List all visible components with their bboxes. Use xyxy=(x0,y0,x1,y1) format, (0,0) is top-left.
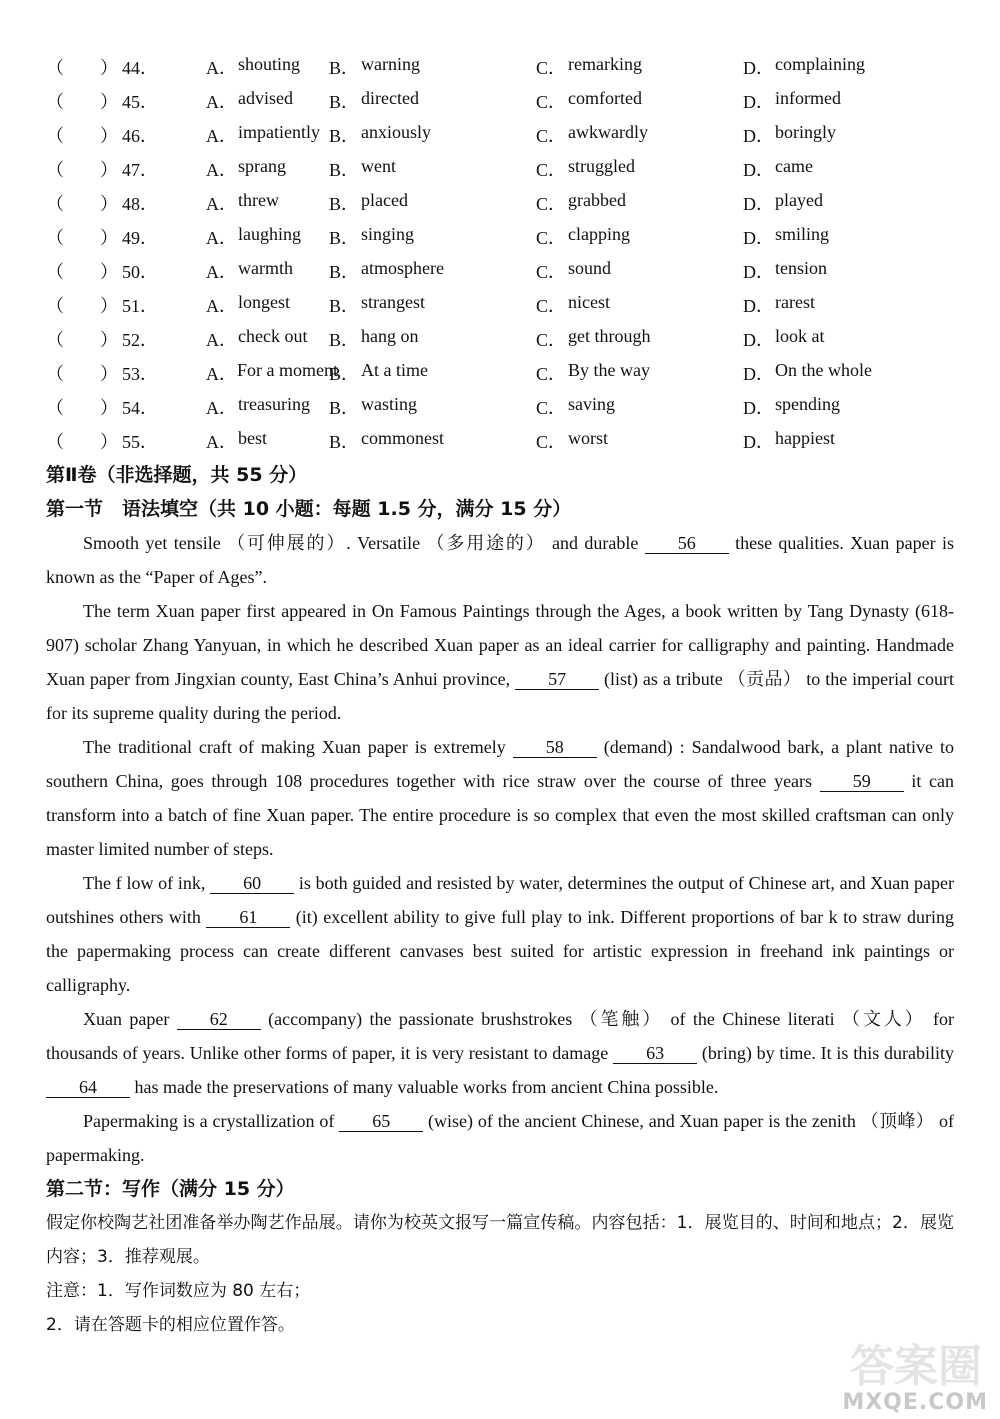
option-letter: D． xyxy=(743,160,774,180)
option-d[interactable] xyxy=(743,326,943,352)
question-row xyxy=(46,254,954,288)
question-num-label: 54． xyxy=(122,398,158,418)
blank-62[interactable]: 62 xyxy=(177,1009,261,1030)
question-number xyxy=(46,156,206,182)
passage-text: (demand) : Sandalwood bark, a plant native to southern China, goes through 108 procedures together with rice straw over the course of three years xyxy=(46,737,954,791)
option-letter: A． xyxy=(206,296,237,316)
option-letter: A． xyxy=(206,194,237,214)
option-c[interactable] xyxy=(536,360,743,386)
option-letter: C． xyxy=(536,92,567,112)
option-b[interactable] xyxy=(329,54,536,80)
passage-text: it can transform into a batch of fine Xuan paper. The entire procedure is so complex that even the most skilled craftsman can only master limited number of steps. xyxy=(46,771,954,859)
answer-paren[interactable]: （ ） xyxy=(46,194,118,214)
option-text: On the whole xyxy=(775,360,872,380)
question-row xyxy=(46,322,954,356)
option-text: clapping xyxy=(568,224,630,244)
option-d[interactable] xyxy=(743,156,943,182)
option-letter: B． xyxy=(329,262,360,282)
question-row xyxy=(46,390,954,424)
option-text: commonest xyxy=(361,428,444,448)
option-letter: B． xyxy=(329,228,360,248)
question-num-label: 55． xyxy=(122,432,158,452)
option-a[interactable] xyxy=(206,156,329,182)
option-c[interactable] xyxy=(536,190,743,216)
option-letter: D． xyxy=(743,58,774,78)
watermark-site: MXQE.COM xyxy=(842,1390,988,1415)
option-letter: D． xyxy=(743,296,774,316)
passage-text: (wise) of the ancient Chinese, and Xuan paper is the zenith （顶峰） of papermaking. xyxy=(46,1111,954,1165)
question-number xyxy=(46,428,206,454)
blank-56[interactable]: 56 xyxy=(645,533,729,554)
answer-paren[interactable]: （ ） xyxy=(46,58,118,78)
option-a[interactable] xyxy=(206,190,329,216)
option-c[interactable] xyxy=(536,88,743,114)
option-text: played xyxy=(775,190,823,210)
option-text: spending xyxy=(775,394,840,414)
option-letter: D． xyxy=(743,194,774,214)
blank-63[interactable]: 63 xyxy=(613,1043,697,1064)
option-letter: C． xyxy=(536,160,567,180)
option-a[interactable] xyxy=(206,394,329,420)
option-text: check out xyxy=(238,326,308,346)
blank-64[interactable]: 64 xyxy=(46,1077,130,1098)
answer-paren[interactable]: （ ） xyxy=(46,262,118,282)
option-letter: C． xyxy=(536,330,567,350)
writing-note-1: 注意：1．写作词数应为 80 左右； xyxy=(46,1281,311,1301)
option-b[interactable] xyxy=(329,360,536,386)
question-row xyxy=(46,118,954,152)
option-c[interactable] xyxy=(536,326,743,352)
option-text: best xyxy=(238,428,267,448)
option-letter: B． xyxy=(329,194,360,214)
question-number xyxy=(46,224,206,250)
answer-paren[interactable]: （ ） xyxy=(46,364,118,384)
option-d[interactable] xyxy=(743,224,943,250)
option-letter: C． xyxy=(536,228,567,248)
option-text: singing xyxy=(361,224,415,244)
option-a[interactable] xyxy=(206,122,329,148)
option-letter: B． xyxy=(329,432,360,452)
option-text: longest xyxy=(238,292,290,312)
option-text: informed xyxy=(775,88,841,108)
option-letter: D． xyxy=(743,330,774,350)
option-letter: D． xyxy=(743,126,774,146)
option-text: comforted xyxy=(568,88,642,108)
option-letter: B． xyxy=(329,364,360,384)
passage-text: The term Xuan paper first appeared in On Famous Paintings through the Ages, a book written by Tang Dynasty (618-907) scholar Zhang Yanyuan, in which he described Xuan paper as an ideal carrier for calligraphy and painting. Handmade Xuan paper from Jingxian county, East China’s Anhui province, xyxy=(46,601,954,689)
option-text: nicest xyxy=(568,292,610,312)
blank-65[interactable]: 65 xyxy=(339,1111,423,1132)
question-number xyxy=(46,190,206,216)
section1-title: 第一节 语法填空（共 10 小题：每题 1.5 分，满分 15 分） xyxy=(46,498,572,520)
option-text: rarest xyxy=(775,292,815,312)
option-letter: A． xyxy=(206,330,237,350)
option-a[interactable] xyxy=(206,292,329,318)
option-a[interactable] xyxy=(206,224,329,250)
option-a[interactable] xyxy=(206,428,329,454)
option-text: laughing xyxy=(238,224,301,244)
passage-text: The f low of ink, xyxy=(83,873,211,893)
answer-paren[interactable]: （ ） xyxy=(46,296,118,316)
option-letter: C． xyxy=(536,58,567,78)
option-text: grabbed xyxy=(568,190,626,210)
question-row xyxy=(46,220,954,254)
option-a[interactable] xyxy=(206,326,329,352)
option-letter: D． xyxy=(743,92,774,112)
option-letter: B． xyxy=(329,296,360,316)
option-text: wasting xyxy=(361,394,417,414)
option-letter: B． xyxy=(329,160,360,180)
option-text: strangest xyxy=(361,292,425,312)
answer-paren[interactable]: （ ） xyxy=(46,92,118,112)
option-text: get through xyxy=(568,326,651,346)
question-number xyxy=(46,360,206,386)
option-c[interactable] xyxy=(536,156,743,182)
option-b[interactable] xyxy=(329,258,536,284)
question-row xyxy=(46,152,954,186)
option-letter: A． xyxy=(206,92,237,112)
answer-paren[interactable]: （ ） xyxy=(46,160,118,180)
question-row xyxy=(46,424,954,458)
option-c[interactable] xyxy=(536,394,743,420)
option-letter: A． xyxy=(206,160,237,180)
passage-text: these qualities. Xuan paper is known as the “Paper of Ages”. xyxy=(46,533,954,587)
question-num-label: 48． xyxy=(122,194,158,214)
option-d[interactable] xyxy=(743,190,943,216)
option-text: directed xyxy=(361,88,419,108)
question-number xyxy=(46,54,206,80)
option-b[interactable] xyxy=(329,156,536,182)
section2-title: 第二节：写作（满分 15 分） xyxy=(46,1178,295,1200)
option-b[interactable] xyxy=(329,292,536,318)
option-a[interactable] xyxy=(206,88,329,114)
answer-paren[interactable]: （ ） xyxy=(46,398,118,418)
option-text: For a moment xyxy=(237,360,338,380)
option-text: smiling xyxy=(775,224,830,244)
question-number xyxy=(46,394,206,420)
passage-text: Smooth yet tensile （可伸展的）. Versatile （多用途的） and durable xyxy=(83,533,645,553)
option-letter: D． xyxy=(743,262,774,282)
option-c[interactable] xyxy=(536,54,743,80)
option-b[interactable] xyxy=(329,428,536,454)
option-d[interactable] xyxy=(743,258,943,284)
option-d[interactable] xyxy=(743,394,943,420)
option-text: awkwardly xyxy=(568,122,648,142)
blank-59[interactable]: 59 xyxy=(820,771,904,792)
option-text: sprang xyxy=(238,156,286,176)
option-text: boringly xyxy=(775,122,836,142)
option-a[interactable] xyxy=(206,54,329,80)
option-text: shouting xyxy=(238,54,301,74)
option-text: worst xyxy=(568,428,608,448)
option-letter: C． xyxy=(536,126,567,146)
option-letter: A． xyxy=(206,398,237,418)
option-text: look at xyxy=(775,326,825,346)
part2-title: 第Ⅱ卷（非选择题，共 55 分） xyxy=(46,464,308,486)
option-text: struggled xyxy=(568,156,635,176)
passage-paragraph-2 xyxy=(46,594,954,730)
question-row xyxy=(46,186,954,220)
option-text: placed xyxy=(361,190,408,210)
option-letter: D． xyxy=(743,432,774,452)
passage-text: (it) excellent ability to give full play to ink. Different proportions of bar k to straw during the papermaking process can create different canvases best suited for artistic expression in freehand ink paintings or calligraphy. xyxy=(46,907,954,995)
option-letter: A． xyxy=(206,364,237,384)
question-num-label: 45． xyxy=(122,92,158,112)
option-text: came xyxy=(775,156,813,176)
option-text: warmth xyxy=(238,258,293,278)
blank-61[interactable]: 61 xyxy=(206,907,290,928)
passage-paragraph-5 xyxy=(46,1002,954,1104)
question-number xyxy=(46,292,206,318)
option-letter: B． xyxy=(329,92,360,112)
option-text: went xyxy=(361,156,396,176)
passage-text: (list) as a tribute （贡品） to the imperial court for its supreme quality during the period. xyxy=(46,669,954,723)
question-number xyxy=(46,88,206,114)
answer-paren[interactable]: （ ） xyxy=(46,126,118,146)
option-text: hang on xyxy=(361,326,419,346)
watermark-logo-icon xyxy=(850,1333,986,1393)
option-letter: B． xyxy=(329,330,360,350)
option-text: warning xyxy=(361,54,420,74)
option-text: saving xyxy=(568,394,615,414)
question-number xyxy=(46,122,206,148)
option-b[interactable] xyxy=(329,122,536,148)
question-number xyxy=(46,326,206,352)
passage-text: Xuan paper xyxy=(83,1009,177,1029)
question-row xyxy=(46,84,954,118)
blank-58[interactable]: 58 xyxy=(513,737,597,758)
question-num-label: 49． xyxy=(122,228,158,248)
option-b[interactable] xyxy=(329,326,536,352)
option-c[interactable] xyxy=(536,224,743,250)
question-num-label: 52． xyxy=(122,330,158,350)
option-letter: D． xyxy=(743,364,774,384)
question-num-label: 53． xyxy=(122,364,158,384)
passage-text: The traditional craft of making Xuan paper is extremely xyxy=(83,737,513,757)
option-text: threw xyxy=(238,190,279,210)
option-text: tension xyxy=(775,258,827,278)
option-letter: A． xyxy=(206,126,237,146)
option-letter: C． xyxy=(536,262,567,282)
option-text: atmosphere xyxy=(361,258,444,278)
option-letter: A． xyxy=(206,58,237,78)
option-d[interactable] xyxy=(743,88,943,114)
blank-57[interactable]: 57 xyxy=(515,669,599,690)
option-d[interactable] xyxy=(743,360,943,386)
option-text: remarking xyxy=(568,54,642,74)
question-num-label: 51． xyxy=(122,296,158,316)
option-text: anxiously xyxy=(361,122,431,142)
option-text: complaining xyxy=(775,54,865,74)
passage-paragraph-1 xyxy=(46,526,954,594)
option-text: advised xyxy=(238,88,293,108)
option-b[interactable] xyxy=(329,88,536,114)
question-row xyxy=(46,50,954,84)
passage-paragraph-6 xyxy=(46,1104,954,1172)
option-letter: C． xyxy=(536,398,567,418)
passage-text: (bring) by time. It is this durability xyxy=(697,1043,954,1063)
option-letter: A． xyxy=(206,262,237,282)
option-d[interactable] xyxy=(743,122,943,148)
option-a[interactable] xyxy=(206,360,338,386)
option-b[interactable] xyxy=(329,224,536,250)
option-letter: A． xyxy=(206,432,237,452)
passage-paragraph-3 xyxy=(46,730,954,866)
option-text: impatiently xyxy=(238,122,320,142)
option-letter: D． xyxy=(743,398,774,418)
option-letter: C． xyxy=(536,364,567,384)
blank-60[interactable]: 60 xyxy=(210,873,294,894)
question-number xyxy=(46,258,206,284)
option-letter: C． xyxy=(536,296,567,316)
option-text: By the way xyxy=(568,360,650,380)
option-c[interactable] xyxy=(536,258,743,284)
passage-paragraph-4 xyxy=(46,866,954,1002)
option-d[interactable] xyxy=(743,54,943,80)
multiple-choice-list xyxy=(46,50,954,458)
option-text: treasuring xyxy=(238,394,310,414)
option-letter: D． xyxy=(743,228,774,248)
option-d[interactable] xyxy=(743,428,943,454)
option-letter: B． xyxy=(329,126,360,146)
option-letter: A． xyxy=(206,228,237,248)
option-letter: C． xyxy=(536,194,567,214)
passage-text: has made the preservations of many valuable works from ancient China possible. xyxy=(130,1077,719,1097)
passage-text: is both guided and resisted by water, determines the output of Chinese art, and Xuan paper outshines others with xyxy=(46,873,954,927)
option-d[interactable] xyxy=(743,292,943,318)
watermark-brand: 答案圈 xyxy=(850,1341,982,1392)
option-text: At a time xyxy=(361,360,428,380)
writing-note-2: 2．请在答题卡的相应位置作答。 xyxy=(46,1315,295,1335)
question-row xyxy=(46,356,954,390)
question-num-label: 44． xyxy=(122,58,158,78)
answer-paren[interactable]: （ ） xyxy=(46,228,118,248)
option-b[interactable] xyxy=(329,394,536,420)
option-c[interactable] xyxy=(536,292,743,318)
question-num-label: 47． xyxy=(122,160,158,180)
writing-prompt: 假定你校陶艺社团准备举办陶艺作品展。请你为校英文报写一篇宣传稿。内容包括：1．展览目的、时间和地点；2．展览内容；3．推荐观展。 xyxy=(46,1213,954,1267)
answer-paren[interactable]: （ ） xyxy=(46,432,118,452)
question-num-label: 50． xyxy=(122,262,158,282)
option-text: happiest xyxy=(775,428,835,448)
passage-text: Papermaking is a crystallization of xyxy=(83,1111,340,1131)
option-letter: B． xyxy=(329,398,360,418)
option-letter: B． xyxy=(329,58,360,78)
option-c[interactable] xyxy=(536,428,743,454)
question-row xyxy=(46,288,954,322)
exam-page xyxy=(46,50,954,1342)
option-a[interactable] xyxy=(206,258,329,284)
answer-paren[interactable]: （ ） xyxy=(46,330,118,350)
option-letter: C． xyxy=(536,432,567,452)
question-num-label: 46． xyxy=(122,126,158,146)
option-text: sound xyxy=(568,258,612,278)
passage-text: (accompany) the passionate brushstrokes （笔触） of the Chinese literati （文人） for thousands of years. Unlike other forms of paper, it is very resistant to damage xyxy=(46,1009,954,1063)
option-c[interactable] xyxy=(536,122,743,148)
option-b[interactable] xyxy=(329,190,536,216)
